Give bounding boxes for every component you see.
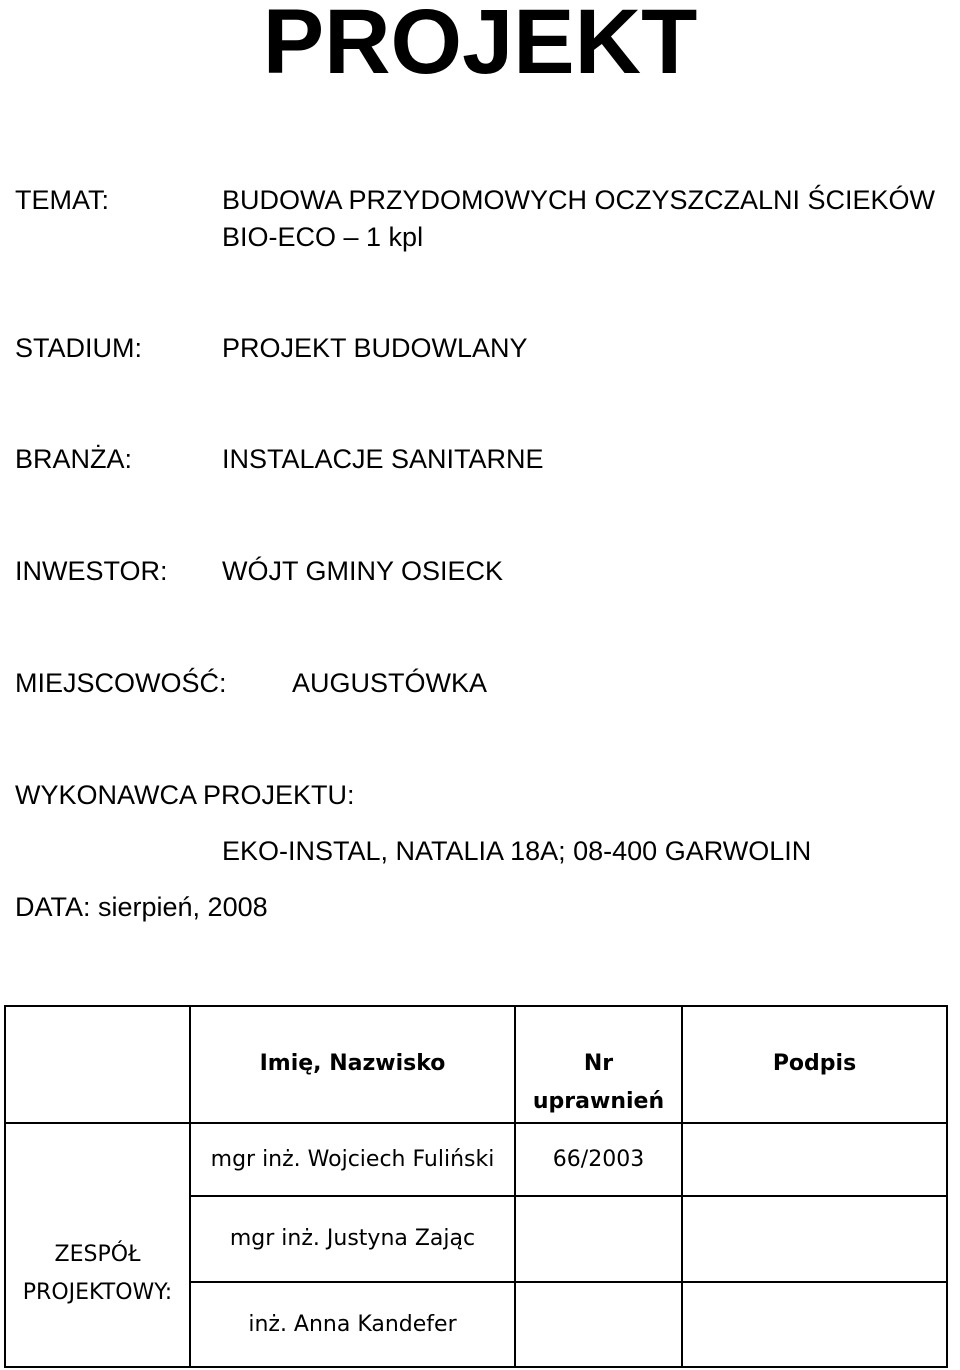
member-signature: [682, 1196, 947, 1282]
inwestor-label: INWESTOR:: [15, 556, 168, 586]
miejscowosc-label: MIEJSCOWOŚĆ:: [15, 668, 227, 698]
member-nr: [515, 1282, 682, 1367]
branza-label: BRANŻA:: [15, 444, 133, 474]
group-label-cell-top: [5, 1006, 190, 1123]
team-table: [4, 1005, 948, 1368]
stadium-label: STADIUM:: [15, 333, 142, 363]
group-label-cell: [5, 1123, 190, 1367]
member-name: mgr inż. Justyna Zając: [190, 1196, 515, 1282]
temat-label: TEMAT:: [15, 185, 109, 215]
header-name: Imię, Nazwisko: [190, 1006, 515, 1123]
header-nr: [515, 1006, 682, 1123]
group-label-line1: ZESPÓŁ: [54, 1242, 141, 1267]
member-nr: [515, 1196, 682, 1282]
header-signature: Podpis: [682, 1006, 947, 1123]
header-nr-line2: uprawnień: [532, 1089, 665, 1114]
member-signature: [682, 1282, 947, 1367]
document-title: PROJEKT: [262, 0, 698, 93]
miejscowosc-value: AUGUSTÓWKA: [292, 668, 488, 698]
wykonawca-label: WYKONAWCA PROJEKTU:: [15, 780, 355, 810]
date-field: DATA: sierpień, 2008: [15, 892, 268, 922]
member-name: inż. Anna Kandefer: [190, 1282, 515, 1367]
temat-value-line2: BIO-ECO – 1 kpl: [222, 222, 424, 252]
stadium-value: PROJEKT BUDOWLANY: [222, 333, 528, 363]
team-table-header-row: [5, 1006, 947, 1123]
member-nr: 66/2003: [515, 1123, 682, 1196]
member-signature: [682, 1123, 947, 1196]
temat-value-line1: BUDOWA PRZYDOMOWYCH OCZYSZCZALNI ŚCIEKÓW: [222, 185, 936, 215]
table-row: [5, 1123, 947, 1196]
header-nr-line1: Nr: [583, 1051, 614, 1076]
inwestor-value: WÓJT GMINY OSIECK: [222, 556, 504, 586]
wykonawca-value: EKO-INSTAL, NATALIA 18A; 08-400 GARWOLIN: [222, 836, 812, 866]
branza-value: INSTALACJE SANITARNE: [222, 444, 544, 474]
group-label-line2: PROJEKTOWY:: [22, 1280, 173, 1305]
member-name: mgr inż. Wojciech Fuliński: [190, 1123, 515, 1196]
